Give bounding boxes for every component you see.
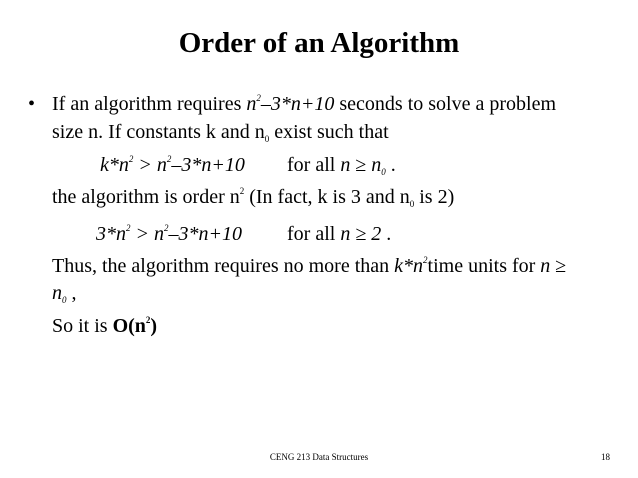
- math-expression: –3*n+10: [168, 223, 242, 245]
- subscript: 0: [381, 167, 386, 177]
- text-run: Thus, the algorithm requires no more than: [52, 255, 395, 277]
- text-run: for all: [287, 223, 341, 245]
- text-run: for all: [287, 154, 341, 176]
- exponent: 2: [128, 154, 134, 164]
- text-line-7: [52, 281, 77, 305]
- math-op: >: [133, 154, 157, 176]
- math-op: ≥ 2: [350, 223, 382, 245]
- math-expression: –3*n+10: [260, 93, 335, 115]
- big-o-close-paren: ): [150, 315, 158, 337]
- math-op: ≥: [550, 255, 567, 277]
- subscript: 0: [62, 295, 67, 305]
- text-line-2: [52, 120, 389, 144]
- math-var-n: n: [540, 255, 551, 277]
- slide-number: 18: [601, 452, 610, 462]
- text-run: .: [385, 154, 396, 176]
- math-lhs: k*n: [100, 154, 129, 176]
- slide-title: Order of an Algorithm: [178, 27, 460, 59]
- math-var-n: n: [340, 154, 351, 176]
- exponent: 2: [256, 93, 261, 103]
- text-run: the algorithm is order n: [52, 186, 240, 208]
- math-expression: k*n: [394, 255, 424, 277]
- math-var-n: n: [156, 154, 167, 176]
- bullet-marker: •: [28, 93, 36, 115]
- text-run: If an algorithm requires: [52, 93, 247, 115]
- math-expression: –3*n+10: [171, 154, 245, 176]
- text-line-8: [52, 314, 157, 338]
- math-var-n: n: [371, 154, 382, 176]
- math-inequality-2: [96, 222, 242, 246]
- text-run: .: [381, 223, 392, 245]
- text-line-6: [52, 254, 566, 278]
- text-run: time units for: [427, 255, 541, 277]
- text-run: size n. If constants k and n: [52, 121, 265, 143]
- math-lhs: 3*n: [96, 223, 126, 245]
- exponent: 2: [164, 223, 169, 233]
- exponent: 2: [145, 315, 151, 325]
- text-run: ,: [66, 282, 77, 304]
- text-run: is 2): [414, 186, 455, 208]
- condition-1: [287, 153, 396, 177]
- math-var-n: n: [154, 223, 164, 245]
- math-op: ≥: [350, 154, 372, 176]
- text-run: seconds to solve a problem: [334, 93, 556, 115]
- math-var-n: n: [52, 282, 62, 304]
- text-line-4: [52, 185, 454, 209]
- math-inequality-1: [100, 153, 245, 177]
- math-var-n: n: [246, 93, 257, 115]
- subscript: 0: [264, 134, 270, 144]
- text-run: exist such that: [269, 121, 389, 143]
- math-var-n: n: [340, 223, 351, 245]
- exponent: 2: [126, 223, 131, 233]
- exponent: 2: [423, 255, 428, 265]
- text-run: So it is: [52, 315, 113, 337]
- text-run: (In fact, k is 3 and n: [244, 186, 410, 208]
- math-op: >: [130, 223, 154, 245]
- footer-course: CENG 213 Data Structures: [269, 452, 369, 462]
- exponent: 2: [239, 186, 245, 196]
- condition-2: [287, 222, 391, 246]
- subscript: 0: [409, 199, 415, 209]
- exponent: 2: [166, 154, 172, 164]
- big-o-notation: O(n: [112, 315, 146, 337]
- text-line-1: [52, 92, 556, 116]
